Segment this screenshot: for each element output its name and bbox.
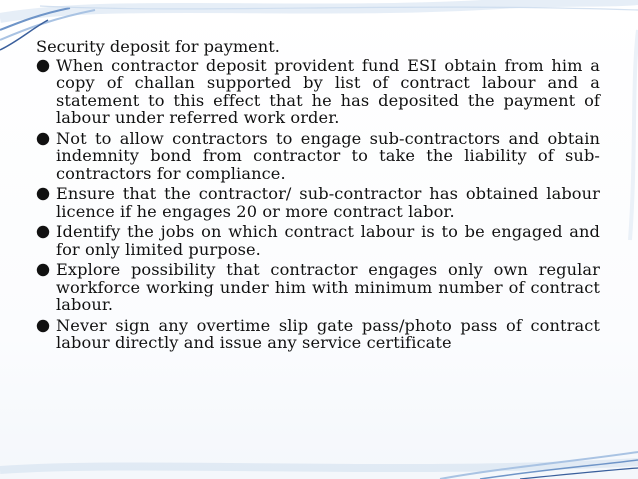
intro-text: Security deposit for payment. xyxy=(36,37,280,56)
bullet-text: Identify the jobs on which contract labour is to be engaged and for only limited purpose. xyxy=(56,222,600,259)
bullet-text: Explore possibility that contractor engages only own regular workforce working under him with minimum number of contract labour. xyxy=(56,260,600,314)
bullet-item xyxy=(36,57,600,127)
filled-circle-bullet-icon xyxy=(36,319,52,333)
bullet-text: Not to allow contractors to engage sub-contractors and obtain indemnity bond from contractor to take the liability of sub-contractors for compliance. xyxy=(56,128,600,183)
bullet-item xyxy=(36,130,600,183)
bullet-item xyxy=(36,223,600,258)
filled-circle-bullet-icon xyxy=(36,225,52,239)
filled-circle-bullet-icon xyxy=(36,132,52,146)
slide-body xyxy=(36,38,600,355)
bullet-item xyxy=(36,261,600,314)
filled-circle-bullet-icon xyxy=(36,263,52,277)
bullet-text: Ensure that the contractor/ sub-contractor has obtained labour licence if he engages 20 or more contract labor. xyxy=(56,184,600,221)
bullet-list xyxy=(36,57,600,352)
bullet-item xyxy=(36,185,600,220)
bullet-text: Never sign any overtime slip gate pass/photo pass of contract labour directly and issue any service certificate xyxy=(56,315,600,352)
filled-circle-bullet-icon xyxy=(36,59,52,73)
bullet-text: When contractor deposit provident fund ESI obtain from him a copy of challan supported by list of contract labour and a statement to this effect that he has deposited the payment of labour under referred work order. xyxy=(56,55,600,127)
filled-circle-bullet-icon xyxy=(36,187,52,201)
bullet-item xyxy=(36,317,600,352)
